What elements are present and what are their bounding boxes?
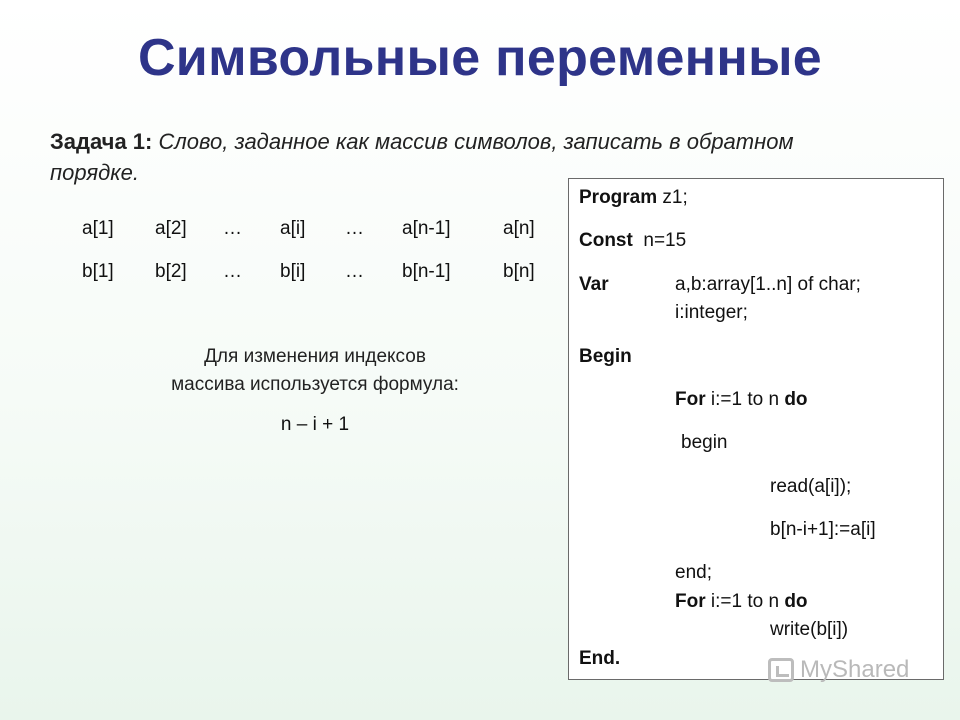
index-cell: … [223,218,242,239]
code-line-var-decl: a,b:array[1..n] of char; [675,274,861,295]
index-cell: b[2] [155,261,187,282]
code-line-begin: Begin [579,346,632,367]
code-line-const: Const n=15 [579,230,687,251]
code-line-read: read(a[i]); [770,476,852,497]
index-cell: a[1] [82,218,114,239]
code-listing [568,178,944,680]
formula-note-line2: массива используется формула: [171,374,459,395]
slide-title: Символьные переменные [137,29,823,87]
index-cell: b[n-1] [402,261,451,282]
code-line-end: End. [579,648,621,669]
formula-note [110,343,520,399]
index-cell: a[i] [280,218,306,239]
index-cell: … [345,261,364,282]
watermark-text: MyShared [800,656,910,683]
index-cell: b[1] [82,261,114,282]
index-cell: a[2] [155,218,187,239]
code-line-write: write(b[i]) [770,619,849,640]
index-cell: … [345,218,364,239]
index-cell: b[i] [280,261,306,282]
task-text: Слово, заданное как массив символов, записать в обратном порядке. [50,129,794,185]
task-label: Задача 1: [50,129,153,154]
index-cell: … [223,261,242,282]
index-cell: a[n] [503,218,535,239]
code-line-for1: For i:=1 to n do [675,389,808,410]
index-cell: a[n-1] [402,218,451,239]
code-line-program: Program z1; [579,187,688,208]
code-line-assign: b[n-i+1]:=a[i] [770,519,876,540]
formula: n – i + 1 [280,414,350,435]
code-line-inner-begin: begin [681,432,728,453]
code-line-inner-end: end; [675,562,712,583]
code-line-for2: For i:=1 to n do [675,591,808,612]
watermark [768,656,909,684]
formula-note-line1: Для изменения индексов [204,346,426,367]
code-line-var-decl2: i:integer; [675,302,748,323]
code-line-var: Var [579,274,609,295]
mysharred-logo-icon [768,658,794,682]
index-cell: b[n] [503,261,535,282]
